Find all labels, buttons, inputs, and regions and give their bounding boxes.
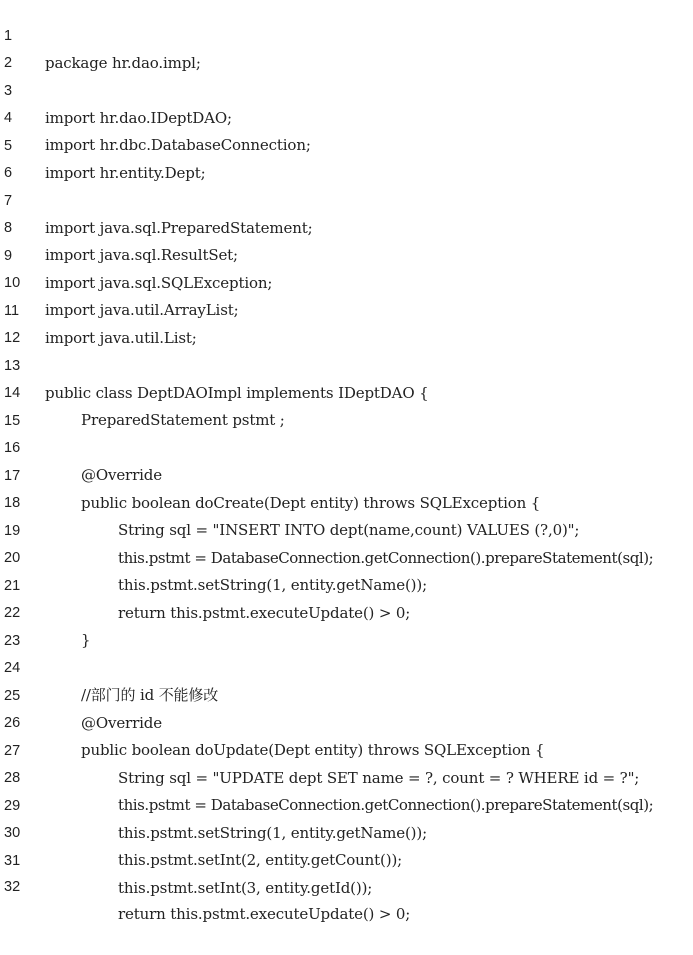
line-number: 9	[4, 248, 13, 264]
line-number: 23	[4, 633, 21, 649]
line-code: this.pstmt = DatabaseConnection.getConnection().prepareStatement(sql);	[118, 796, 654, 814]
line-code: }	[81, 631, 91, 649]
code-line	[0, 0, 693, 72]
line-number: 8	[4, 220, 13, 236]
line-code: import java.util.ArrayList;	[45, 301, 239, 319]
line-number: 17	[4, 468, 21, 484]
line-code: return this.pstmt.executeUpdate() > 0;	[118, 604, 411, 622]
line-code: import hr.entity.Dept;	[45, 164, 206, 182]
line-code: import java.sql.PreparedStatement;	[45, 219, 313, 237]
code-line	[0, 601, 693, 649]
line-number: 16	[4, 440, 21, 456]
line-code: this.pstmt.setInt(2, entity.getCount());	[118, 851, 403, 869]
line-code: import java.sql.ResultSet;	[45, 246, 238, 264]
line-number: 30	[4, 825, 21, 841]
line-number: 19	[4, 523, 21, 539]
line-code: package hr.dao.impl;	[45, 54, 201, 72]
line-code: String sql = "UPDATE dept SET name = ?, count = ? WHERE id = ?";	[118, 769, 640, 787]
line-number: 13	[4, 358, 21, 374]
line-number: 24	[4, 660, 21, 676]
line-code: this.pstmt.setString(1, entity.getName());	[118, 824, 427, 842]
line-code: public boolean doCreate(Dept entity) throws SQLException {	[81, 494, 541, 512]
code-line	[0, 161, 693, 237]
line-code: public boolean doUpdate(Dept entity) throws SQLException {	[81, 741, 545, 759]
line-number: 22	[4, 605, 21, 621]
line-number: 15	[4, 413, 21, 429]
line-number: 3	[4, 83, 13, 99]
line-code: //部门的 id 不能修改	[81, 686, 219, 704]
line-number: 4	[4, 110, 13, 126]
line-number: 29	[4, 798, 21, 814]
line-number: 31	[4, 853, 21, 869]
line-number: 5	[4, 138, 13, 154]
line-code: PreparedStatement pstmt ;	[81, 411, 285, 429]
line-number: 32	[4, 879, 21, 895]
line-code: this.pstmt.setString(1, entity.getName());	[118, 576, 427, 594]
line-number: 12	[4, 330, 21, 346]
line-number: 14	[4, 385, 21, 401]
line-number: 27	[4, 743, 21, 759]
line-code: import hr.dbc.DatabaseConnection;	[45, 136, 311, 154]
line-number: 10	[4, 275, 21, 291]
line-number: 21	[4, 578, 21, 594]
line-code: import java.sql.SQLException;	[45, 274, 273, 292]
line-code: import java.util.List;	[45, 329, 197, 347]
line-code: @Override	[81, 466, 162, 484]
line-number: 26	[4, 715, 21, 731]
line-number: 2	[4, 55, 13, 71]
line-number: 7	[4, 193, 13, 209]
code-line	[0, 51, 693, 127]
line-number: 25	[4, 688, 21, 704]
line-code: @Override	[81, 714, 162, 732]
line-number: 18	[4, 495, 21, 511]
line-code: this.pstmt.setInt(3, entity.getId());	[118, 879, 373, 897]
line-code: return this.pstmt.executeUpdate() > 0;	[118, 905, 411, 923]
line-code: this.pstmt = DatabaseConnection.getConnection().prepareStatement(sql);	[118, 549, 654, 567]
line-number: 6	[4, 165, 13, 181]
line-number: 20	[4, 550, 21, 566]
line-number: 1	[4, 28, 13, 44]
line-number: 11	[4, 303, 20, 319]
line-code: public class DeptDAOImpl implements IDeptDAO {	[45, 384, 429, 402]
line-code: String sql = "INSERT INTO dept(name,count) VALUES (?,0)";	[118, 521, 580, 539]
line-number: 28	[4, 770, 21, 786]
line-code: import hr.dao.IDeptDAO;	[45, 109, 232, 127]
